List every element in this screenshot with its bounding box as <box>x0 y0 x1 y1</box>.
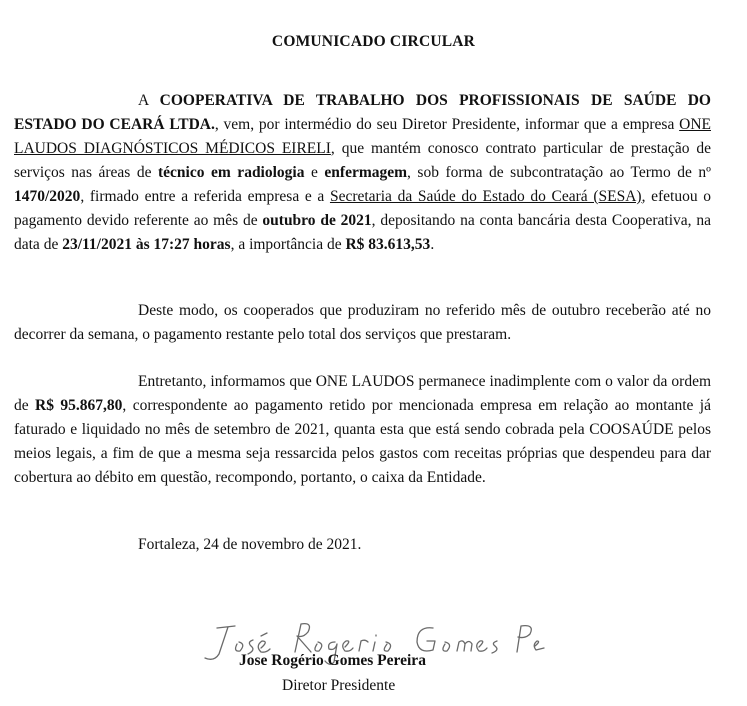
service-area-radiology: técnico em radiologia <box>158 164 305 181</box>
text-run: Deste modo, os cooperados que produziram no referido mês de outubro receberão até no decorrer da semana, o pagamento restante pelo total dos serviços que prestaram. <box>14 302 711 343</box>
signature <box>195 614 545 684</box>
secretariat-name: Secretaria da Saúde do Estado do Ceará (SESA) <box>329 188 642 205</box>
service-area-nursing: enfermagem <box>324 164 408 181</box>
paragraph-outstanding-debt <box>14 370 711 490</box>
text-run: A <box>138 92 160 109</box>
text-run: , vem, por intermédio do seu Diretor Presidente, informar que a empresa <box>214 116 680 133</box>
text-run: , firmado entre a referida empresa e a <box>80 188 330 205</box>
cooperative-name: COOPERATIVA DE TRABALHO DOS PROFISSIONAIS DE SAÚDE DO ESTADO DO CEARÁ LTDA. <box>14 92 711 133</box>
reference-month: outubro de 2021 <box>262 212 372 229</box>
text-run: , sob forma de subcontratação ao Termo de nº <box>407 164 711 181</box>
signer-role: Diretor Presidente <box>282 677 396 694</box>
text-run: , efetuou o pagamento devido referente ao mês de <box>14 188 711 229</box>
payment-amount: R$ 83.613,53 <box>345 236 431 253</box>
text-run: Entretanto, informamos que ONE LAUDOS permanece inadimplente com o valor da ordem de <box>14 373 711 414</box>
contract-number: 1470/2020 <box>14 188 81 205</box>
document-title: COMUNICADO CIRCULAR <box>271 33 476 50</box>
paragraph-cooperative-payment <box>14 299 711 347</box>
paragraph-payment-notice <box>14 89 711 257</box>
text-run: e <box>304 164 325 181</box>
city-date: Fortaleza, 24 de novembro de 2021. <box>138 536 362 553</box>
outstanding-amount: R$ 95.867,80 <box>35 397 123 414</box>
text-run: , a importância de <box>230 236 346 253</box>
text-run: , correspondente ao pagamento retido por mencionada empresa em relação ao montante já faturado e liquidado no mês de setembro de 2021, quanta esta que está sendo cobrada pela COOSAÚDE pelos meios legais, a fim de que a mesma seja ressarcida pelos gastos com receitas próprias que despendeu para dar cobertura ao débito em questão, recompondo, portanto, o caixa da Entidade. <box>14 397 711 486</box>
company-name: ONE LAUDOS DIAGNÓSTICOS MÉDICOS EIRELI <box>14 116 711 157</box>
text-run: , que mantém conosco contrato particular de prestação de serviços nas áreas de <box>14 140 712 181</box>
text-run: . <box>430 236 435 253</box>
signer-name: Jose Rogério Gomes Pereira <box>239 652 426 669</box>
payment-datetime: 23/11/2021 às 17:27 horas <box>62 236 231 253</box>
text-run: , depositando na conta bancária desta Cooperativa, na data de <box>14 212 711 253</box>
